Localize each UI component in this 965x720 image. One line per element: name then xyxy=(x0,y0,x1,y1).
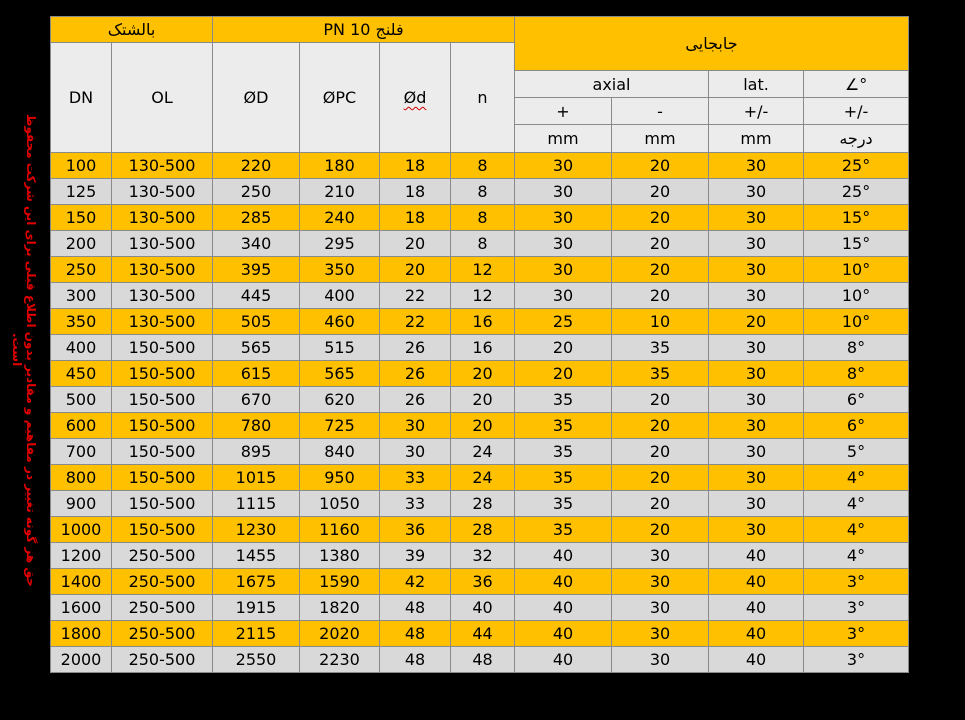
group-header-bellows: بالشتک xyxy=(51,17,213,43)
cell-opc: 295 xyxy=(300,231,380,257)
cell-ol: 150-500 xyxy=(112,517,213,543)
cell-od: 2550 xyxy=(213,647,300,673)
cell-dn: 125 xyxy=(51,179,112,205)
cell-axial-minus: 30 xyxy=(612,647,709,673)
angular-plusminus: +/- xyxy=(804,98,909,125)
cell-angular: 8° xyxy=(804,335,909,361)
cell-lateral: 30 xyxy=(709,335,804,361)
cell-bolt-n: 24 xyxy=(451,439,515,465)
cell-dn: 250 xyxy=(51,257,112,283)
cell-axial-plus: 35 xyxy=(515,413,612,439)
cell-od: 565 xyxy=(213,335,300,361)
cell-od: 1915 xyxy=(213,595,300,621)
cell-bolt-d: 22 xyxy=(380,309,451,335)
cell-axial-minus: 30 xyxy=(612,621,709,647)
unit-axial-minus: mm xyxy=(612,125,709,153)
unit-axial-plus: mm xyxy=(515,125,612,153)
cell-bolt-n: 20 xyxy=(451,361,515,387)
cell-angular: 25° xyxy=(804,179,909,205)
cell-angular: 4° xyxy=(804,543,909,569)
cell-ol: 130-500 xyxy=(112,153,213,179)
cell-axial-minus: 20 xyxy=(612,517,709,543)
cell-bolt-d: 26 xyxy=(380,361,451,387)
cell-dn: 500 xyxy=(51,387,112,413)
table-row xyxy=(51,569,909,595)
cell-bolt-n: 32 xyxy=(451,543,515,569)
cell-od: 1675 xyxy=(213,569,300,595)
cell-dn: 100 xyxy=(51,153,112,179)
table-row xyxy=(51,621,909,647)
cell-opc: 350 xyxy=(300,257,380,283)
cell-od: 445 xyxy=(213,283,300,309)
table-row xyxy=(51,205,909,231)
table-row xyxy=(51,257,909,283)
cell-ol: 130-500 xyxy=(112,179,213,205)
cell-angular: 3° xyxy=(804,595,909,621)
cell-dn: 1000 xyxy=(51,517,112,543)
cell-od: 895 xyxy=(213,439,300,465)
table-row xyxy=(51,517,909,543)
cell-opc: 2020 xyxy=(300,621,380,647)
cell-od: 250 xyxy=(213,179,300,205)
table-row xyxy=(51,387,909,413)
cell-bolt-d: 48 xyxy=(380,595,451,621)
cell-dn: 1800 xyxy=(51,621,112,647)
cell-opc: 1160 xyxy=(300,517,380,543)
cell-bolt-n: 16 xyxy=(451,309,515,335)
cell-ol: 250-500 xyxy=(112,647,213,673)
cell-bolt-n: 8 xyxy=(451,205,515,231)
cell-opc: 950 xyxy=(300,465,380,491)
cell-axial-plus: 40 xyxy=(515,595,612,621)
table-row xyxy=(51,439,909,465)
cell-angular: 4° xyxy=(804,465,909,491)
group-header-flange: فلنج PN 10 xyxy=(213,17,515,43)
cell-bolt-d: 18 xyxy=(380,179,451,205)
cell-bolt-d: 20 xyxy=(380,231,451,257)
cell-bolt-d: 30 xyxy=(380,439,451,465)
table-row xyxy=(51,153,909,179)
cell-axial-plus: 35 xyxy=(515,439,612,465)
cell-lateral: 30 xyxy=(709,387,804,413)
cell-bolt-n: 28 xyxy=(451,491,515,517)
cell-opc: 1380 xyxy=(300,543,380,569)
cell-axial-plus: 20 xyxy=(515,361,612,387)
cell-dn: 350 xyxy=(51,309,112,335)
cell-angular: 3° xyxy=(804,621,909,647)
cell-bolt-d: 20 xyxy=(380,257,451,283)
cell-lateral: 30 xyxy=(709,153,804,179)
cell-dn: 600 xyxy=(51,413,112,439)
col-header-opc: ØPC xyxy=(300,43,380,153)
axial-minus: - xyxy=(612,98,709,125)
cell-angular: 15° xyxy=(804,205,909,231)
cell-bolt-n: 48 xyxy=(451,647,515,673)
cell-axial-minus: 30 xyxy=(612,595,709,621)
cell-ol: 250-500 xyxy=(112,621,213,647)
cell-axial-minus: 20 xyxy=(612,413,709,439)
cell-axial-minus: 20 xyxy=(612,231,709,257)
cell-axial-plus: 35 xyxy=(515,387,612,413)
cell-ol: 250-500 xyxy=(112,569,213,595)
cell-lateral: 40 xyxy=(709,647,804,673)
axial-plus: + xyxy=(515,98,612,125)
cell-opc: 515 xyxy=(300,335,380,361)
cell-angular: 10° xyxy=(804,257,909,283)
cell-opc: 180 xyxy=(300,153,380,179)
cell-ol: 150-500 xyxy=(112,413,213,439)
col-header-d: Ød xyxy=(403,88,427,107)
cell-ol: 150-500 xyxy=(112,387,213,413)
cell-axial-plus: 20 xyxy=(515,335,612,361)
cell-ol: 150-500 xyxy=(112,465,213,491)
col-header-dn: DN xyxy=(51,43,112,153)
cell-ol: 150-500 xyxy=(112,335,213,361)
cell-bolt-n: 12 xyxy=(451,283,515,309)
cell-lateral: 30 xyxy=(709,439,804,465)
cell-axial-minus: 20 xyxy=(612,205,709,231)
cell-axial-minus: 20 xyxy=(612,387,709,413)
unit-angular: درجه xyxy=(804,125,909,153)
cell-opc: 240 xyxy=(300,205,380,231)
cell-bolt-d: 33 xyxy=(380,465,451,491)
cell-dn: 1200 xyxy=(51,543,112,569)
cell-bolt-n: 20 xyxy=(451,413,515,439)
cell-lateral: 30 xyxy=(709,517,804,543)
cell-bolt-d: 33 xyxy=(380,491,451,517)
cell-lateral: 40 xyxy=(709,543,804,569)
cell-axial-minus: 20 xyxy=(612,179,709,205)
cell-axial-plus: 30 xyxy=(515,231,612,257)
cell-axial-minus: 30 xyxy=(612,569,709,595)
cell-axial-plus: 30 xyxy=(515,179,612,205)
cell-dn: 450 xyxy=(51,361,112,387)
table-row xyxy=(51,231,909,257)
cell-ol: 150-500 xyxy=(112,361,213,387)
cell-bolt-d: 39 xyxy=(380,543,451,569)
cell-bolt-n: 40 xyxy=(451,595,515,621)
cell-axial-plus: 35 xyxy=(515,517,612,543)
cell-axial-minus: 20 xyxy=(612,465,709,491)
cell-lateral: 30 xyxy=(709,179,804,205)
cell-axial-plus: 30 xyxy=(515,205,612,231)
cell-od: 780 xyxy=(213,413,300,439)
cell-ol: 130-500 xyxy=(112,283,213,309)
cell-lateral: 30 xyxy=(709,361,804,387)
table-row xyxy=(51,335,909,361)
table-row xyxy=(51,413,909,439)
cell-axial-plus: 40 xyxy=(515,647,612,673)
table-row xyxy=(51,595,909,621)
cell-opc: 620 xyxy=(300,387,380,413)
cell-axial-minus: 30 xyxy=(612,543,709,569)
cell-angular: 10° xyxy=(804,283,909,309)
cell-angular: 8° xyxy=(804,361,909,387)
cell-axial-minus: 35 xyxy=(612,335,709,361)
cell-axial-plus: 40 xyxy=(515,621,612,647)
table-row xyxy=(51,309,909,335)
copyright-note: حق هر گونه تغییر در مفاهیم و مقادیر بدون اطلاع قبلی برای این شرکت محفوظ است. xyxy=(10,113,38,587)
cell-ol: 150-500 xyxy=(112,439,213,465)
cell-axial-minus: 20 xyxy=(612,153,709,179)
cell-bolt-d: 22 xyxy=(380,283,451,309)
cell-lateral: 30 xyxy=(709,283,804,309)
cell-od: 220 xyxy=(213,153,300,179)
cell-od: 1230 xyxy=(213,517,300,543)
cell-bolt-d: 18 xyxy=(380,153,451,179)
cell-opc: 725 xyxy=(300,413,380,439)
cell-lateral: 40 xyxy=(709,621,804,647)
cell-angular: 6° xyxy=(804,413,909,439)
cell-opc: 565 xyxy=(300,361,380,387)
cell-bolt-d: 48 xyxy=(380,647,451,673)
cell-angular: 5° xyxy=(804,439,909,465)
subheader-axial: axial xyxy=(515,71,709,98)
table-row xyxy=(51,283,909,309)
cell-od: 615 xyxy=(213,361,300,387)
cell-axial-plus: 35 xyxy=(515,491,612,517)
cell-ol: 150-500 xyxy=(112,491,213,517)
cell-angular: 10° xyxy=(804,309,909,335)
lateral-plusminus: +/- xyxy=(709,98,804,125)
subheader-lateral: lat. xyxy=(709,71,804,98)
cell-lateral: 30 xyxy=(709,205,804,231)
cell-lateral: 40 xyxy=(709,595,804,621)
cell-bolt-d: 30 xyxy=(380,413,451,439)
cell-od: 1115 xyxy=(213,491,300,517)
unit-lateral: mm xyxy=(709,125,804,153)
col-header-n: n xyxy=(451,43,515,153)
cell-lateral: 30 xyxy=(709,413,804,439)
cell-bolt-n: 20 xyxy=(451,387,515,413)
cell-od: 285 xyxy=(213,205,300,231)
cell-od: 1015 xyxy=(213,465,300,491)
cell-ol: 130-500 xyxy=(112,257,213,283)
cell-lateral: 20 xyxy=(709,309,804,335)
cell-lateral: 30 xyxy=(709,491,804,517)
cell-bolt-n: 36 xyxy=(451,569,515,595)
cell-bolt-n: 8 xyxy=(451,153,515,179)
cell-od: 2115 xyxy=(213,621,300,647)
table-row xyxy=(51,491,909,517)
cell-bolt-d: 26 xyxy=(380,335,451,361)
cell-od: 670 xyxy=(213,387,300,413)
cell-od: 1455 xyxy=(213,543,300,569)
cell-bolt-d: 48 xyxy=(380,621,451,647)
table-row xyxy=(51,361,909,387)
cell-dn: 1600 xyxy=(51,595,112,621)
cell-dn: 150 xyxy=(51,205,112,231)
cell-bolt-n: 12 xyxy=(451,257,515,283)
cell-ol: 130-500 xyxy=(112,205,213,231)
cell-axial-minus: 20 xyxy=(612,257,709,283)
cell-axial-minus: 35 xyxy=(612,361,709,387)
cell-opc: 1590 xyxy=(300,569,380,595)
cell-bolt-d: 18 xyxy=(380,205,451,231)
cell-angular: 3° xyxy=(804,569,909,595)
cell-angular: 4° xyxy=(804,491,909,517)
cell-dn: 800 xyxy=(51,465,112,491)
cell-bolt-n: 44 xyxy=(451,621,515,647)
cell-od: 340 xyxy=(213,231,300,257)
cell-dn: 200 xyxy=(51,231,112,257)
cell-ol: 130-500 xyxy=(112,309,213,335)
table-header xyxy=(51,17,909,153)
specification-table xyxy=(50,16,909,673)
cell-axial-plus: 30 xyxy=(515,283,612,309)
cell-lateral: 30 xyxy=(709,465,804,491)
table-row xyxy=(51,543,909,569)
cell-axial-minus: 20 xyxy=(612,491,709,517)
cell-bolt-d: 42 xyxy=(380,569,451,595)
cell-lateral: 30 xyxy=(709,257,804,283)
cell-od: 505 xyxy=(213,309,300,335)
cell-axial-plus: 30 xyxy=(515,257,612,283)
cell-dn: 1400 xyxy=(51,569,112,595)
cell-ol: 250-500 xyxy=(112,543,213,569)
table-body xyxy=(51,153,909,673)
cell-ol: 250-500 xyxy=(112,595,213,621)
cell-axial-plus: 35 xyxy=(515,465,612,491)
group-header-movement: جابجایی xyxy=(515,17,909,71)
cell-opc: 1050 xyxy=(300,491,380,517)
cell-axial-plus: 25 xyxy=(515,309,612,335)
cell-opc: 400 xyxy=(300,283,380,309)
cell-bolt-n: 8 xyxy=(451,231,515,257)
cell-ol: 130-500 xyxy=(112,231,213,257)
cell-bolt-d: 36 xyxy=(380,517,451,543)
table-row xyxy=(51,179,909,205)
subheader-angular: ∠° xyxy=(804,71,909,98)
cell-lateral: 30 xyxy=(709,231,804,257)
cell-axial-minus: 20 xyxy=(612,439,709,465)
cell-dn: 400 xyxy=(51,335,112,361)
cell-axial-minus: 20 xyxy=(612,283,709,309)
cell-dn: 2000 xyxy=(51,647,112,673)
cell-bolt-n: 24 xyxy=(451,465,515,491)
cell-angular: 15° xyxy=(804,231,909,257)
table-row xyxy=(51,647,909,673)
cell-axial-plus: 40 xyxy=(515,569,612,595)
col-header-ol: OL xyxy=(112,43,213,153)
cell-opc: 460 xyxy=(300,309,380,335)
cell-dn: 300 xyxy=(51,283,112,309)
cell-opc: 2230 xyxy=(300,647,380,673)
cell-bolt-n: 16 xyxy=(451,335,515,361)
cell-axial-plus: 30 xyxy=(515,153,612,179)
cell-dn: 900 xyxy=(51,491,112,517)
cell-bolt-n: 28 xyxy=(451,517,515,543)
cell-angular: 3° xyxy=(804,647,909,673)
cell-axial-minus: 10 xyxy=(612,309,709,335)
cell-od: 395 xyxy=(213,257,300,283)
table-row xyxy=(51,465,909,491)
cell-opc: 1820 xyxy=(300,595,380,621)
cell-angular: 25° xyxy=(804,153,909,179)
cell-lateral: 40 xyxy=(709,569,804,595)
cell-axial-plus: 40 xyxy=(515,543,612,569)
col-header-od: ØD xyxy=(213,43,300,153)
cell-angular: 6° xyxy=(804,387,909,413)
cell-bolt-n: 8 xyxy=(451,179,515,205)
cell-bolt-d: 26 xyxy=(380,387,451,413)
cell-opc: 210 xyxy=(300,179,380,205)
cell-angular: 4° xyxy=(804,517,909,543)
cell-dn: 700 xyxy=(51,439,112,465)
cell-opc: 840 xyxy=(300,439,380,465)
